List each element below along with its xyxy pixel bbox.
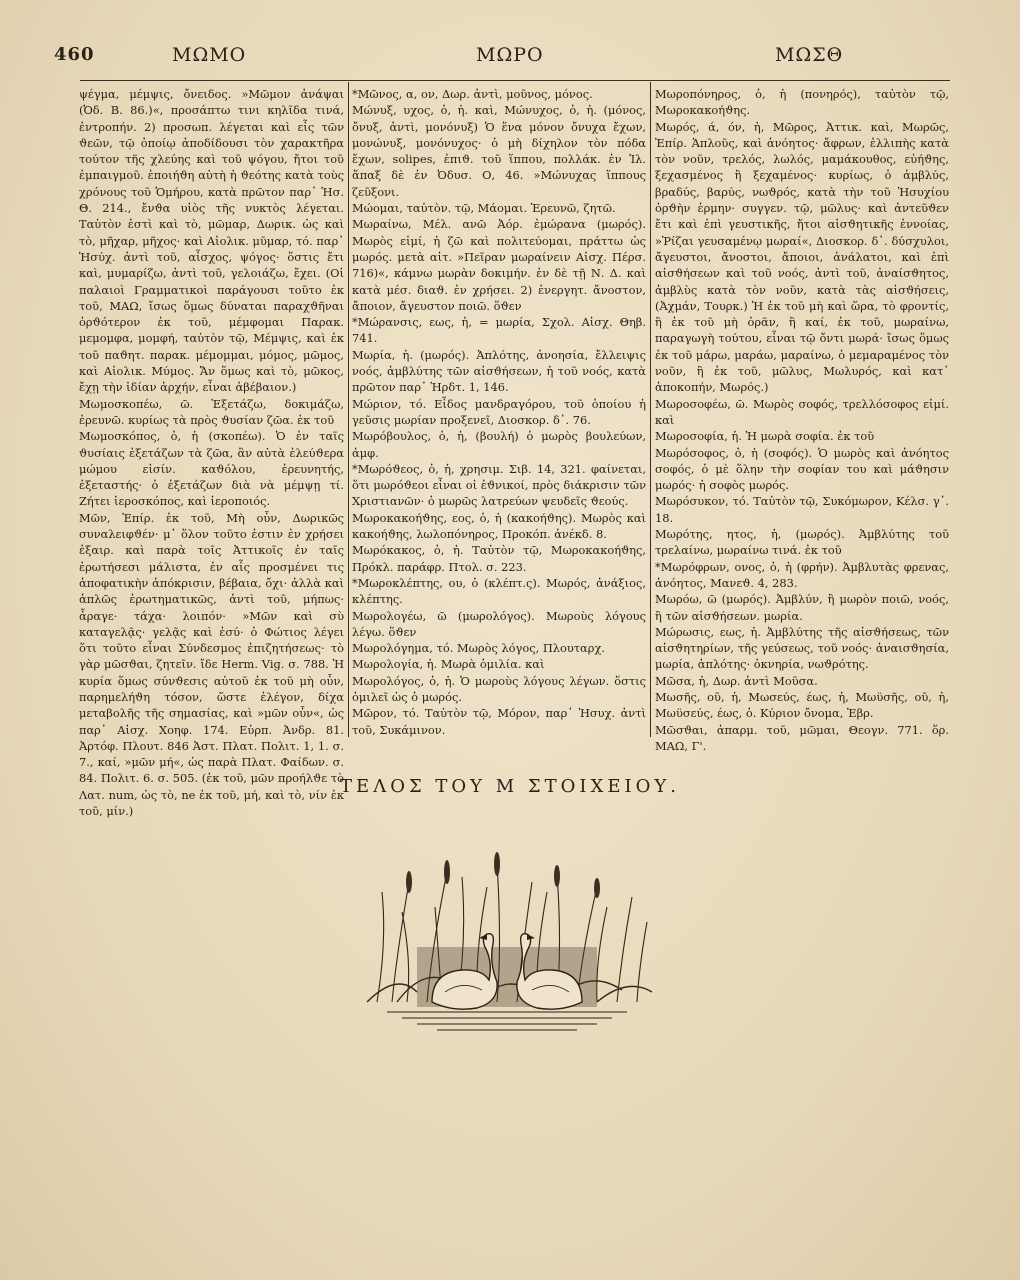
entry-text: Μωρολόγημα, τό. Μωρὸς λόγος, Πλουταρχ. [352,641,605,656]
entry-text: Μωρολογέω, ῶ (μωρολόγος). Μωροὺς λόγους λέγω. ὅϑεν [352,608,646,639]
entry-text: Μώριον, τό. Εἶδος μανδραγόρου, τοῦ ὁποίου ἡ γεῦσις μωρίαν προξενεῖ, Διοσκορ. δ᾽. 76. [352,396,646,427]
header-middle-catchword: ΜΩΡΟ [476,44,544,66]
entry-text: Μωρόβουλος, ὁ, ἡ, (βουλή) ὁ μωρὸς βουλεύων, ἀμφ. [352,429,646,460]
column-divider-2 [650,82,651,737]
column-divider-1 [348,82,349,737]
entry-text: Μωρολόγος, ὁ, ἡ. Ὁ μωροὺς λόγους λέγων. ὅστις ὁμιλεῖ ὡς ὁ μωρός. [352,673,646,704]
column-1 [79,86,344,819]
header-left-catchword: ΜΩΜΟ [172,44,247,66]
entry-text: Μωσῆς, οῦ, ἡ, Μωσεύς, έως, ἡ, Μωϋσῆς, οῦ, ἡ, Μωϋσεύς, έως, ὁ. Κύριον ὄνομα, Ἑβρ. [655,689,949,721]
entry-text: *Μωροκλέπτης, ου, ὁ (κλέπτ.ς). Μωρός, ἀνάξιος, κλέπτης. [352,575,646,607]
entry-text: Μῶσα, ἡ, Δωρ. ἀντὶ Μοῦσα. [655,673,818,688]
entry-text: Μωρολογία, ἡ. Μωρὰ ὁμιλία. καὶ [352,657,545,672]
swans-vignette-icon [357,852,657,1052]
entry-text: Μώρωσις, εως, ἡ. Ἀμβλύτης τῆς αἰσϑήσεως, τῶν αἰσϑητηρίων, τῆς γεύσεως, τοῦ νοός· ἀναισϑησία, μωρία, ἀπλότης· ὀκνηρία, νωϑρότης. [655,624,949,672]
column-3 [655,86,949,754]
entry-text: Μωρία, ἡ. (μωρός). Ἀπλότης, ἀνοησία, ἔλλειψις νοός, ἀμβλύτης τῶν αἰσϑήσεων, ἡ τοῦ νοός, κατὰ πρῶτον παρ᾽ Ἡρδτ. 1, 146. [352,347,646,395]
column-2 [352,86,646,738]
entry-text: Μώομαι, ταὐτὸν. τῷ, Μάομαι. Ἐρευνῶ, ζητῶ. [352,201,616,216]
end-of-letter-title: ΤΕΛΟΣ ΤΟΥ Μ ΣΤΟΙΧΕΙΟΥ. [340,776,680,797]
header-rule [80,80,950,81]
entry-text: Μῶσϑαι, ἀπαρμ. τοῦ, μῶμαι, Θεογν. 771. ὅρ. ΜΑΩ, Γ'. [655,722,949,753]
entry-text: Μωρότης, ητος, ἡ, (μωρός). Ἀμβλύτης τοῦ τρελαίνω, μωραίνω τινά. ἐκ τοῦ [655,527,949,558]
header-right-catchword: ΜΩΣΘ [775,44,844,66]
page-number: 460 [54,44,95,65]
entry-text: Μωροσοφία, ἡ. Ἡ μωρὰ σοφία. ἐκ τοῦ [655,429,875,444]
entry-text: Μώνυξ, υχος, ὁ, ἡ. καὶ, Μώνυχος, ὁ, ἡ. (μόνος, ὄνυξ, ἀντὶ, μονόνυξ) Ὁ ἕνα μόνον ὄνυχα ἔχων, μονώνυξ, μονόνυχος· ὁ μὴ δίχηλον τὸν πόδα ἔχων, solipes, ἐπιϑ. τοῦ ἵππου, πολλάκ. ἐν Ἰλ. ἅπαξ δὲ ἐν Ὀδυσ. Ο, 46. »Μώνυχας ἵππους ζεῦξονι. [352,103,646,199]
entry-text: Μωρός, ά, όν, ἡ, Μῶρος, Ἀττικ. καὶ, Μωρῶς, Ἐπίρ. Ἁπλοῦς, καὶ ἀνόητος· ἄφρων, ἐλλιπὴς κατὰ τὸν νοῦν, τρελός, λωλός, μαμάκουθος, εὐήϑης, ξεχασμένος ἢ ξεχαμένος· κυρίως, ὁ ἀμβλύς, βραδύς, βαρύς, νωϑρός, κατὰ τὴν τοῦ Ἡσυχίου ὀρϑὴν ἑρμην· συγγεν. τῷ, μῶλυς· καὶ ἀντεῦϑεν ἔτι καὶ ἐπὶ γευστικῆς, ἤτοι αἰσϑητικῆς ἐννοίας, »Ῥίζαι γευσαμένῳ μωραί«, Διοσκορ. δ᾽. δύσχυλοι, ἄγευστοι, ἄνοστοι, ἄποιοι, ἀνάλατοι, καὶ ἐπὶ αἰσϑήσεων καὶ τοῦ νοός, ἀντὶ τοῦ, ἀναίσϑητος, ἀμβλὺς κατὰ τὸν νοῦν, κατὰ τὰς αἰσϑήσεις, (Ἀχμάν, Τουρκ.) Ἡ ἐκ τοῦ μὴ καὶ ὥρα, τὸ φροντίς, ἢ ἐκ τοῦ μὴ ὁρᾶν, ἢ καί, ἐκ τοῦ, μωραίνω, παραγωγὴ τούτου, εἶναι τῷ ὄντι μωρά· ἴσως ὅμως ἐκ τοῦ μάρω, μαράω, μαραίνω, ὁ μεμαραμένος τὸν νοῦν, ἢ ἐκ τοῦ, μῶλυς, Μωλυρός, καὶ κατ᾽ ἀποκοπήν, Μωρός.) [655,119,949,395]
entry-text: Μῶν, Ἐπίρ. ἐκ τοῦ, Μὴ οὖν, Δωρικῶς συναλειφϑέν· μ᾽ ὅλον τοῦτο ἐστιν ἐν χρήσει ἐξαιρ. καὶ παρὰ τοῖς Ἀττικοῖς ἐν ταῖς ἐρωτήσεσι μάλιστα, ἐν αἷς προσμένει τις ἀποφατικὴν ἀπόκρισιν, βέβαια, ὄχι· ἀλλὰ καὶ ἁπλῶς ἐρωτηματικῶς, ἀντὶ τοῦ, μήπως· ἆραγε· τάχα· λοιπόν· »Μῶν καὶ σὺ καταγελᾷς· γελᾷς καὶ ἐσύ· ὁ Φώτιος λέγει ὅτι τοῦτο εἶναι Σύνδεσμος ἐπιζητήσεως· τὸ γὰρ μῶσϑαι, ζητεῖν. ἴδε Herm. Vig. σ. 788. Ἡ κυρία ὅμως σύνϑεσις αὐτοῦ ἐκ τοῦ μὴ οὖν, παρημελήϑη τόσον, ὥστε ἐλέγον, δίχα μεταβολῆς τῆς σημασίας, καὶ »μῶν οὖν«, ὡς παρ᾽ Αἰσχ. Χοηφ. 174. Εὐρπ. Ἀνδρ. 81. Ἀρτόφ. Πλουτ. 846 Ἀστ. Πλατ. Πολιτ. 1, 1. σ. 7., καί, »μῶν μή«, ὡς παρὰ Πλατ. Φαίδων. σ. 84. Πολιτ. 6. σ. 505. (ἐκ τοῦ, μῶν προήλϑε τὸ Λατ. num, ὡς τὸ, ne ἐκ τοῦ, μή, καὶ τὸ, νίν ἐκ τοῦ, μίν.) [79,510,344,819]
entry-text: *Μωρόφρων, ονος, ὁ, ἡ (φρήν). Ἀμβλυτὰς φρενας, ἀνόητος, Μανεϑ. 4, 283. [655,559,949,590]
entry-text: Μωροκακοήϑης, εος, ὁ, ἡ (κακοήϑης). Μωρὸς καὶ κακοήϑης, λωλοπόνηρος, Προκόπ. ἀνέκδ. 8. [352,510,646,542]
entry-text: *Μωρόϑεος, ὁ, ἡ, χρησιμ. Σιβ. 14, 321. φαίνεται, ὅτι μωρόϑεοι εἶναι οἱ ἐϑνικοί, πρὸς διάκρισιν τῶν Χριστιανῶν· ὁ μωρῶς λατρεύων ψευδεῖς ϑεούς. [352,461,646,509]
entry-text: Μῶρον, τό. Ταὐτὸν τῷ, Μόρον, παρ᾽ Ἡσυχ. ἀντὶ τοῦ, Συκάμινον. [352,706,646,737]
entry-text: Μωμοσκοπέω, ῶ. Ἐξετάζω, δοκιμάζω, ἐρευνῶ. κυρίως τὰ πρὸς ϑυσίαν ζῶα. ἐκ τοῦ [79,396,344,427]
entry-text: *Μώρανσις, εως, ἡ, = μωρία, Σχολ. Αἰσχ. Θηβ. 741. [352,315,646,346]
entry-text: Μωραίνω, Μέλ. ανῶ Ἀόρ. ἐμώρανα (μωρός). Μωρὸς εἰμί, ἡ ζῶ καὶ πολιτεύομαι, πράττω ὡς μωρός. μετὰ αἰτ. »Πεῖραν μωραίνειν Αἰσχ. Πέρσ. 716)«, κάμνω μωρὰν δοκιμήν. ἐν δὲ τῇ Ν. Δ. καὶ κατὰ μέσ. διαϑ. ἐν χρήσει. 2) ἐνεργητ. ἄνοστον, ἄποιον, ἄγευστον ποιῶ. ὅϑεν [352,217,646,313]
entry-text: Μωροπόνηρος, ὁ, ἡ (πονηρός), ταὐτὸν τῷ, Μωροκακοήϑης. [655,87,949,118]
entry-text: Μωρόω, ῶ (μωρός). Ἀμβλύν, ἢ μωρὸν ποιῶ, νοός, ἢ τῶν αἰσϑήσεων. μωρία. [655,592,949,623]
entry-text: Μωρόκακος, ὁ, ἡ. Ταὐτὸν τῷ, Μωροκακοήϑης, Πρόκλ. παράφρ. Πτολ. σ. 223. [352,543,646,574]
entry-text: ψέγμα, μέμψις, ὄνειδος. »Μῶμον ἀνάψαι (Ὀδ. Β. 86.)«, προσάπτω τινι κηλῖδα τινά, ἐντροπήν. 2) προσωπ. λέγεται καὶ εἷς τῶν ϑεῶν, τῷ ὁποίῳ ἀποδίδουσι τὸν χαρακτῆρα τούτον τῆς χλεύης καὶ τοῦ ψόγου, ἤτοι τοῦ ἐμπαιγμοῦ. ἐποιήϑη αὐτὴ ἡ ϑεότης κατὰ τοὺς χρόνους τοῦ Ὁμήρου, κατὰ πρῶτον παρ᾽ Ἡσ. Θ. 214., ἔνϑα υἱὸς τῆς νυκτὸς λέγεται. Ταὐτὸν ἐστὶ καὶ τὸ, μῶμαρ, Δωρικ. ὡς καὶ τὸ, μῆχαρ, μῆχος· καὶ Αἰολικ. μῦμαρ, τό. παρ᾽ Ἡσύχ. ἀντὶ τοῦ, αἶσχος, ψόγος· ὅστις ἔτι καὶ, μυμαρίζω, ἀντὶ τοῦ, γελοιάζω, ἔχει. (Οἱ παλαιοὶ Γραμματικοὶ παράγουσι τοῦτο ἐκ τοῦ, ΜΑΩ, ἴσως ὅμως δύναται παραχϑῆναι ὀρϑότερον ἐκ τοῦ, μέμφομαι Παρακ. μεμομφα, μομφή, ταὐτὸν τῷ, Μέμψις, καὶ ἐκ τοῦ παϑητ. παρακ. μέμομμαι, μόμος, μῶμος, καὶ Αἰολικ. Μύμος. Ἄν ὅμως καὶ τὸ, μῶκος, ἔχῃ τὴν ἰδίαν ἀρχήν, εἶναι ἀβέβαιον.) [79,87,344,395]
entry-text: Μωροσοφέω, ῶ. Μωρὸς σοφός, τρελλόσοφος εἰμί. καὶ [655,396,949,427]
entry-text: Μωρόσυκον, τό. Ταὐτὸν τῷ, Συκόμωρον, Κέλσ. γ᾽. 18. [655,494,949,525]
entry-text: Μωμοσκόπος, ὁ, ἡ (σκοπέω). Ὁ ἐν ταῖς ϑυσίαις ἐξετάζων τὰ ζῶα, ἂν αὐτὰ ἐλεύϑερα μώμου εἰσίν. καϑόλου, ἐρευνητής, ἐξεταστής· ὁ ἐξετάζων διὰ νὰ μέμψῃ τί. Ζήτει ἱεροσκόπος, καὶ ἱεροποιός. [79,429,344,509]
entry-text: *Μῶνος, α, ον, Δωρ. ἀντὶ, μοῦνος, μόνος. [352,87,593,101]
entry-text: Μωρόσοφος, ὁ, ἡ (σοφός). Ὁ μωρὸς καὶ ἀνόητος σοφός, ὁ μὲ ὅλην τὴν σοφίαν του καὶ μάϑησιν μωρός· ἡ σοφὸς μωρός. [655,445,949,493]
